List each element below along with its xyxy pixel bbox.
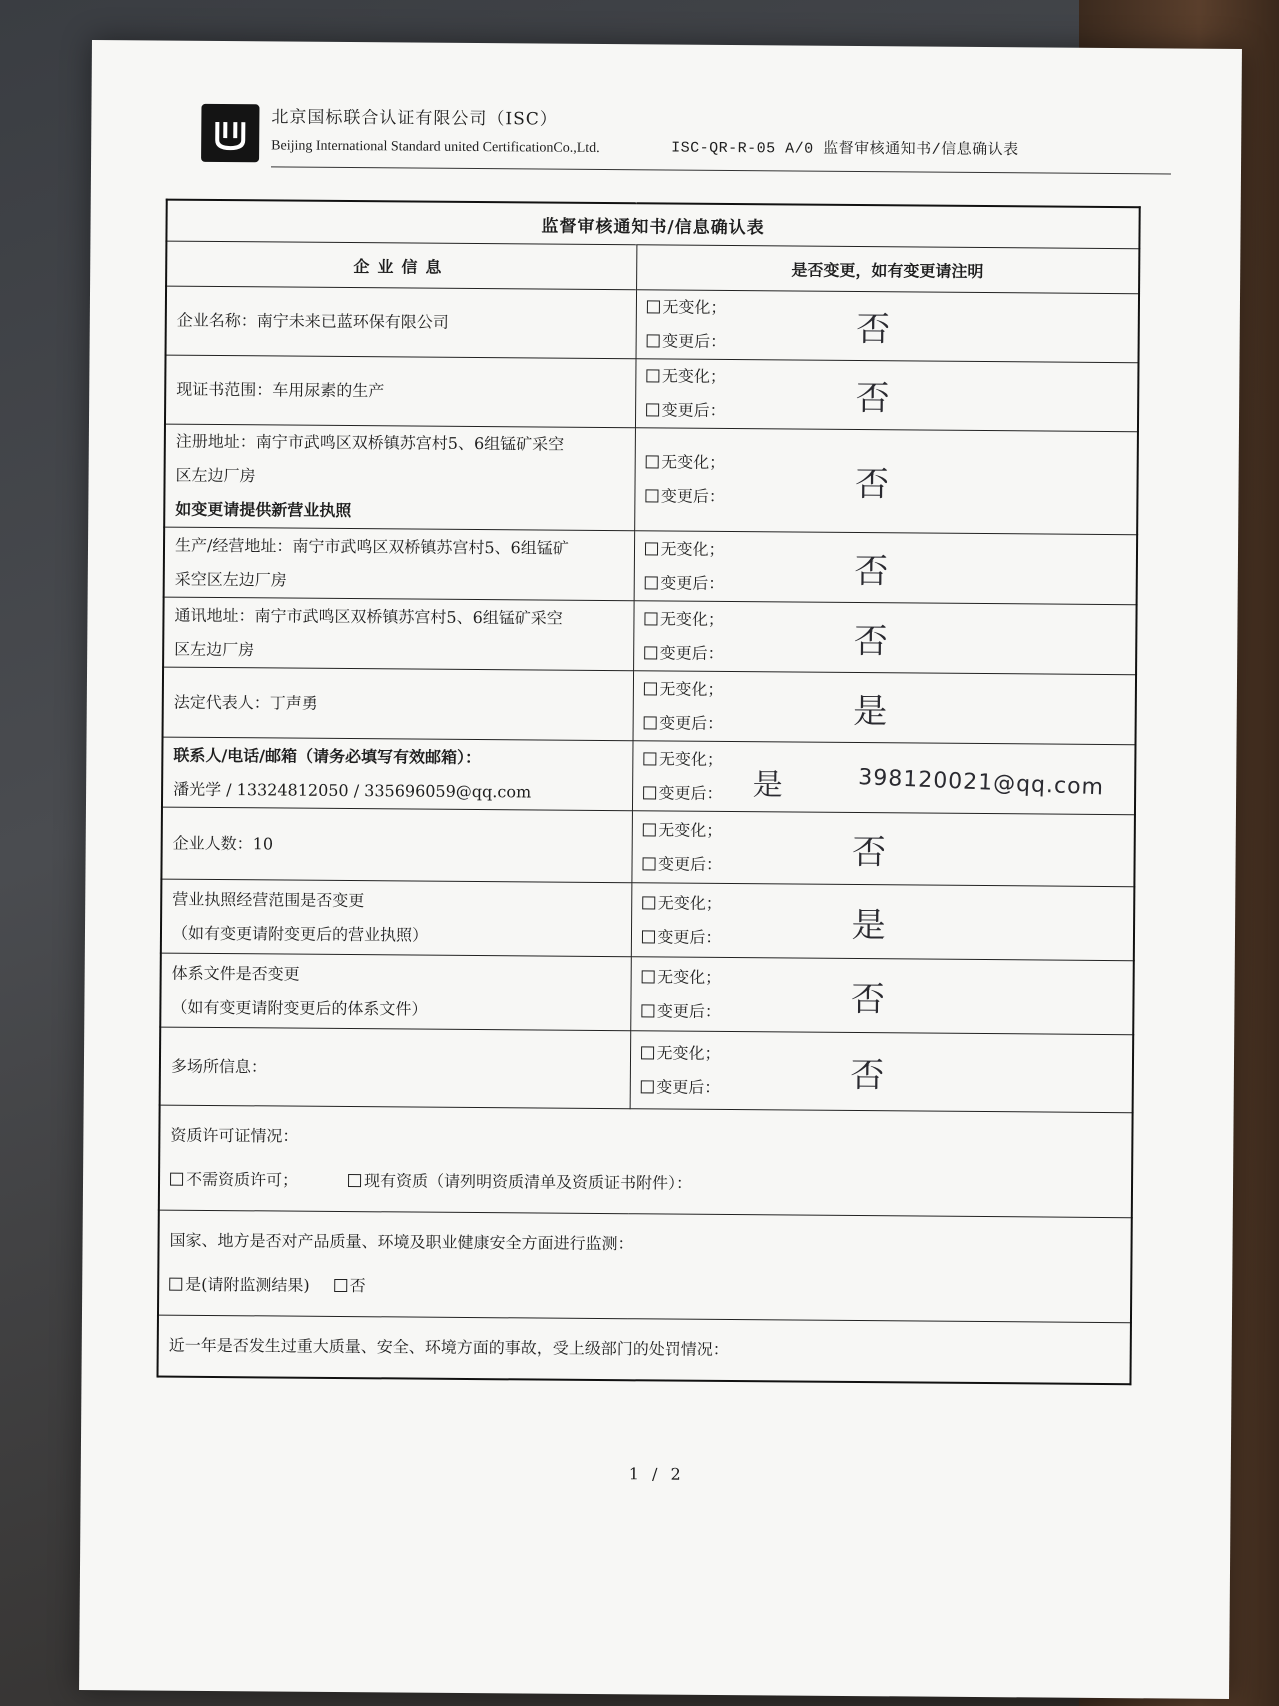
handwritten-answer: 否 bbox=[855, 378, 892, 419]
checkbox-icon[interactable] bbox=[644, 646, 657, 659]
info-line: 多场所信息： bbox=[170, 1056, 268, 1076]
checkbox-icon[interactable] bbox=[642, 823, 655, 836]
document-page bbox=[79, 40, 1242, 1699]
option-label: 变更后： bbox=[658, 782, 723, 803]
document-code: ISC-QR-R-05 A/0 监督审核通知书/信息确认表 bbox=[671, 139, 1019, 160]
form-row bbox=[164, 424, 1138, 535]
accident-cell bbox=[158, 1315, 1131, 1384]
checkbox-icon[interactable] bbox=[645, 489, 658, 502]
option-label: 变更后： bbox=[660, 486, 726, 506]
change-status-cell bbox=[632, 741, 1136, 815]
info-line: 法定代表人：丁声勇 bbox=[173, 692, 318, 713]
form-row bbox=[162, 737, 1136, 815]
company-info-cell bbox=[161, 807, 632, 883]
checkbox-icon[interactable] bbox=[641, 970, 654, 983]
option-label: 变更后： bbox=[662, 331, 727, 351]
checkbox-icon[interactable] bbox=[646, 300, 659, 313]
checkbox-icon[interactable] bbox=[643, 752, 656, 765]
option-monitoring-yes[interactable] bbox=[169, 1275, 310, 1295]
option-label: 是(请附监测结果) bbox=[185, 1274, 310, 1295]
option-label: 变更后： bbox=[656, 1076, 721, 1097]
checkbox-icon[interactable] bbox=[169, 1278, 182, 1291]
option-label: 无变化； bbox=[656, 1042, 721, 1063]
change-status-cell bbox=[631, 811, 1135, 887]
checkbox-icon[interactable] bbox=[641, 930, 654, 943]
form-row bbox=[161, 807, 1135, 887]
letterhead bbox=[201, 96, 1182, 214]
checkbox-icon[interactable] bbox=[644, 576, 657, 589]
company-info-cell bbox=[160, 1027, 631, 1109]
option-no-qualification[interactable] bbox=[170, 1170, 298, 1190]
form-row bbox=[163, 667, 1137, 745]
form-row bbox=[164, 527, 1138, 605]
info-line: 企业人数：10 bbox=[172, 833, 274, 853]
form-row bbox=[163, 597, 1137, 675]
option-label: 变更后： bbox=[661, 400, 726, 420]
qualification-row bbox=[159, 1105, 1133, 1218]
info-line: 区左边厂房 bbox=[175, 465, 256, 486]
info-line: （如有变更请附变更后的营业执照） bbox=[171, 923, 429, 945]
info-line: 区左边厂房 bbox=[174, 639, 255, 659]
checkbox-icon[interactable] bbox=[641, 1004, 654, 1017]
option-label: 无变化； bbox=[657, 892, 722, 913]
option-label: 不需资质许可； bbox=[185, 1169, 299, 1190]
option-label: 无变化； bbox=[658, 819, 723, 840]
company-info-cell bbox=[164, 527, 635, 601]
company-name-en: Beijing International Standard united CertificationCo.,Ltd. bbox=[271, 138, 600, 156]
qualification-options bbox=[170, 1158, 1121, 1209]
option-label: 无变化； bbox=[662, 297, 727, 317]
info-line: 通讯地址：南宁市武鸣区双桥镇苏宫村5、6组锰矿采空 bbox=[174, 605, 563, 628]
company-info-cell bbox=[164, 424, 635, 531]
info-line: 潘光学 / 13324812050 / 335696059@qq.com bbox=[173, 779, 532, 801]
company-info-cell bbox=[162, 737, 633, 811]
page-number: 1 / 2 bbox=[628, 1464, 685, 1484]
company-info-cell bbox=[161, 879, 632, 957]
col-header-change: 是否变更，如有变更请注明 bbox=[636, 245, 1139, 294]
accident-row bbox=[158, 1315, 1131, 1384]
handwritten-answer: 否 bbox=[851, 831, 889, 873]
change-status-cell bbox=[630, 957, 1134, 1035]
checkbox-icon[interactable] bbox=[640, 1080, 653, 1093]
monitoring-row bbox=[158, 1210, 1132, 1323]
checkbox-icon[interactable] bbox=[643, 682, 656, 695]
option-label: 无变化； bbox=[660, 538, 725, 559]
checkbox-icon[interactable] bbox=[334, 1279, 347, 1292]
info-line: 如变更请提供新营业执照 bbox=[175, 499, 352, 521]
option-label: 现有资质（请列明资质清单及资质证书附件）： bbox=[363, 1171, 693, 1193]
company-info-cell bbox=[163, 597, 634, 671]
info-line: 生产/经营地址：南宁市武鸣区双桥镇苏宫村5、6组锰矿 bbox=[174, 535, 569, 558]
option-label: 变更后： bbox=[660, 572, 725, 593]
option-label: 变更后： bbox=[657, 926, 722, 947]
accident-label: 近一年是否发生过重大质量、安全、环境方面的事故，受上级部门的处罚情况： bbox=[168, 1335, 729, 1360]
checkbox-icon[interactable] bbox=[643, 716, 656, 729]
handwritten-email: 398120021@qq.com bbox=[857, 764, 1105, 800]
info-line: 采空区左边厂房 bbox=[174, 569, 287, 590]
monitoring-label: 国家、地方是否对产品质量、环境及职业健康安全方面进行监测： bbox=[169, 1230, 634, 1254]
change-status-cell bbox=[633, 671, 1137, 745]
option-label: 无变化； bbox=[659, 608, 725, 629]
checkbox-icon[interactable] bbox=[646, 369, 659, 382]
checkbox-icon[interactable] bbox=[644, 612, 657, 625]
monitoring-options bbox=[169, 1263, 1120, 1314]
handwritten-answer: 否 bbox=[850, 978, 888, 1020]
change-status-cell bbox=[630, 1031, 1134, 1113]
option-label: 无变化； bbox=[659, 678, 724, 699]
checkbox-icon[interactable] bbox=[645, 455, 658, 468]
checkbox-icon[interactable] bbox=[170, 1173, 183, 1186]
checkbox-icon[interactable] bbox=[348, 1174, 361, 1187]
checkbox-icon[interactable] bbox=[646, 403, 659, 416]
handwritten-answer: 否 bbox=[853, 621, 890, 662]
change-status-cell bbox=[635, 359, 1139, 432]
change-status-cell bbox=[633, 601, 1137, 675]
info-line: 注册地址：南宁市武鸣区双桥镇苏宫村5、6组锰矿采空 bbox=[175, 431, 565, 454]
form-row bbox=[166, 286, 1140, 363]
option-has-qualification[interactable] bbox=[348, 1171, 692, 1193]
header-divider bbox=[271, 166, 1171, 174]
option-label: 变更后： bbox=[659, 712, 724, 733]
qualification-cell bbox=[159, 1105, 1133, 1218]
company-info-cell bbox=[160, 953, 631, 1031]
change-status-cell bbox=[634, 428, 1138, 535]
form-row bbox=[165, 355, 1139, 432]
checkbox-icon[interactable] bbox=[643, 786, 656, 799]
option-label: 变更后： bbox=[657, 853, 723, 874]
option-label: 无变化； bbox=[661, 366, 726, 386]
checkbox-icon[interactable] bbox=[642, 896, 655, 909]
handwritten-answer: 是 bbox=[853, 691, 890, 732]
checkbox-icon[interactable] bbox=[641, 1046, 654, 1059]
handwritten-answer: 否 bbox=[856, 309, 893, 350]
info-line: 联系人/电话/邮箱（请务必填写有效邮箱）： bbox=[173, 745, 482, 767]
option-label: 无变化； bbox=[658, 748, 723, 769]
option-label: 变更后： bbox=[659, 642, 724, 663]
confirmation-form-table bbox=[156, 199, 1140, 1386]
handwritten-answer: 否 bbox=[850, 1054, 887, 1096]
company-name-cn: 北京国标联合认证有限公司（ISC） bbox=[271, 107, 558, 130]
company-info-cell bbox=[163, 667, 634, 741]
info-line: 企业名称：南宁未来已蓝环保有限公司 bbox=[176, 310, 449, 332]
checkbox-icon[interactable] bbox=[642, 857, 655, 870]
handwritten-answer: 是 bbox=[851, 904, 888, 946]
checkbox-icon[interactable] bbox=[646, 334, 659, 347]
change-status-cell bbox=[636, 290, 1140, 363]
col-header-company-info: 企业信息 bbox=[166, 241, 636, 290]
handwritten-answer: 否 bbox=[854, 464, 892, 505]
info-line: （如有变更请附变更后的体系文件） bbox=[171, 997, 428, 1019]
info-line: 体系文件是否变更 bbox=[171, 963, 300, 984]
form-row bbox=[160, 1027, 1134, 1113]
form-row bbox=[160, 953, 1134, 1035]
qualification-label: 资质许可证情况： bbox=[170, 1125, 299, 1146]
form-title: 监督审核通知书/信息确认表 bbox=[166, 200, 1139, 249]
monitoring-cell bbox=[158, 1210, 1132, 1323]
handwritten-answer: 否 bbox=[854, 551, 891, 592]
info-line: 现证书范围：车用尿素的生产 bbox=[176, 379, 385, 401]
change-status-cell bbox=[634, 531, 1138, 605]
checkbox-icon[interactable] bbox=[644, 542, 657, 555]
option-label: 无变化； bbox=[657, 966, 722, 987]
option-label: 无变化； bbox=[661, 452, 726, 472]
option-label: 变更后： bbox=[656, 1000, 721, 1021]
form-row bbox=[161, 879, 1135, 961]
info-line: 营业执照经营范围是否变更 bbox=[172, 889, 365, 910]
change-status-cell bbox=[631, 883, 1135, 961]
handwritten-answer: 是 bbox=[752, 767, 783, 803]
company-info-cell bbox=[165, 355, 636, 428]
isc-logo-icon bbox=[201, 104, 259, 162]
company-info-cell bbox=[166, 286, 637, 359]
option-monitoring-no[interactable] bbox=[334, 1276, 366, 1295]
option-label: 否 bbox=[349, 1276, 366, 1296]
